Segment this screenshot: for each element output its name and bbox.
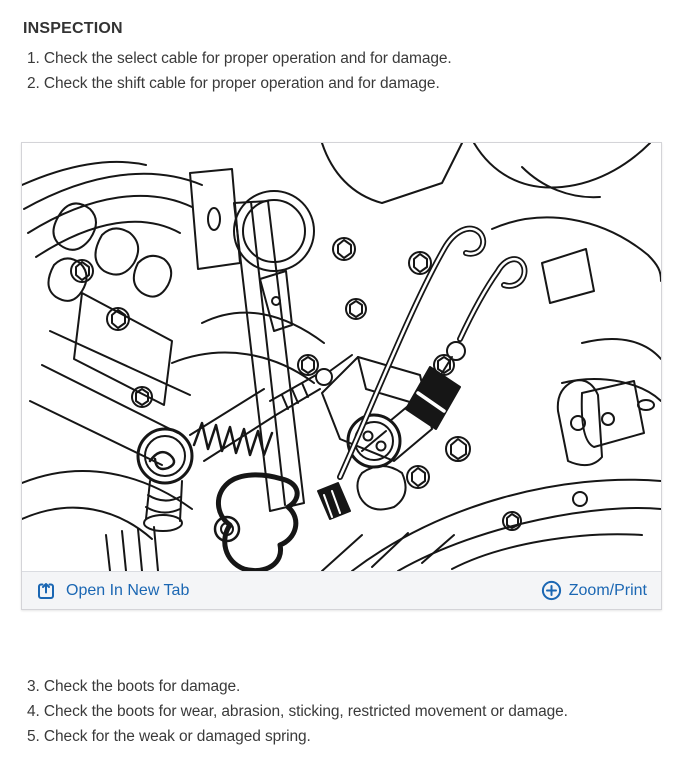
- strut-band: [234, 201, 304, 511]
- figure-panel: [21, 142, 662, 610]
- open-in-new-tab-icon: [36, 581, 56, 601]
- zoom-print-link[interactable]: [541, 580, 647, 601]
- step-item: 2. Check the shift cable for proper operation and for damage.: [27, 75, 440, 92]
- figure-footer: [22, 571, 661, 609]
- plug-wires: [22, 162, 202, 301]
- shift-cable-boot: [406, 342, 465, 429]
- step-item: 5. Check for the weak or damaged spring.: [27, 728, 311, 745]
- open-in-new-tab-label: Open In New Tab: [66, 581, 190, 599]
- engine-top-contours: [172, 143, 661, 401]
- open-in-new-tab-link[interactable]: [36, 581, 189, 601]
- bottom-contours: [322, 480, 661, 571]
- engine-block-left: [22, 293, 192, 571]
- content: [0, 20, 693, 749]
- select-cable-end: [138, 429, 192, 531]
- shift-lever: [215, 475, 297, 571]
- step-item: 3. Check the boots for damage.: [27, 678, 241, 695]
- right-bracket: [573, 381, 654, 506]
- steps-bottom: [0, 674, 693, 749]
- step-item: 4. Check the boots for wear, abrasion, sticking, restricted movement or damage.: [27, 703, 568, 720]
- steps-top: [0, 46, 693, 96]
- lift-ring-bracket: [190, 169, 314, 331]
- zoom-plus-icon: [541, 580, 562, 601]
- step-item: 1. Check the select cable for proper operation and for damage.: [27, 50, 452, 67]
- page-title: INSPECTION: [23, 20, 123, 37]
- engine-diagram-svg: [22, 143, 661, 571]
- cable-coupling: [318, 483, 350, 519]
- engine-diagram: [22, 143, 661, 571]
- lower-tab-bracket: [558, 380, 602, 465]
- zoom-print-label: Zoom/Print: [568, 581, 647, 599]
